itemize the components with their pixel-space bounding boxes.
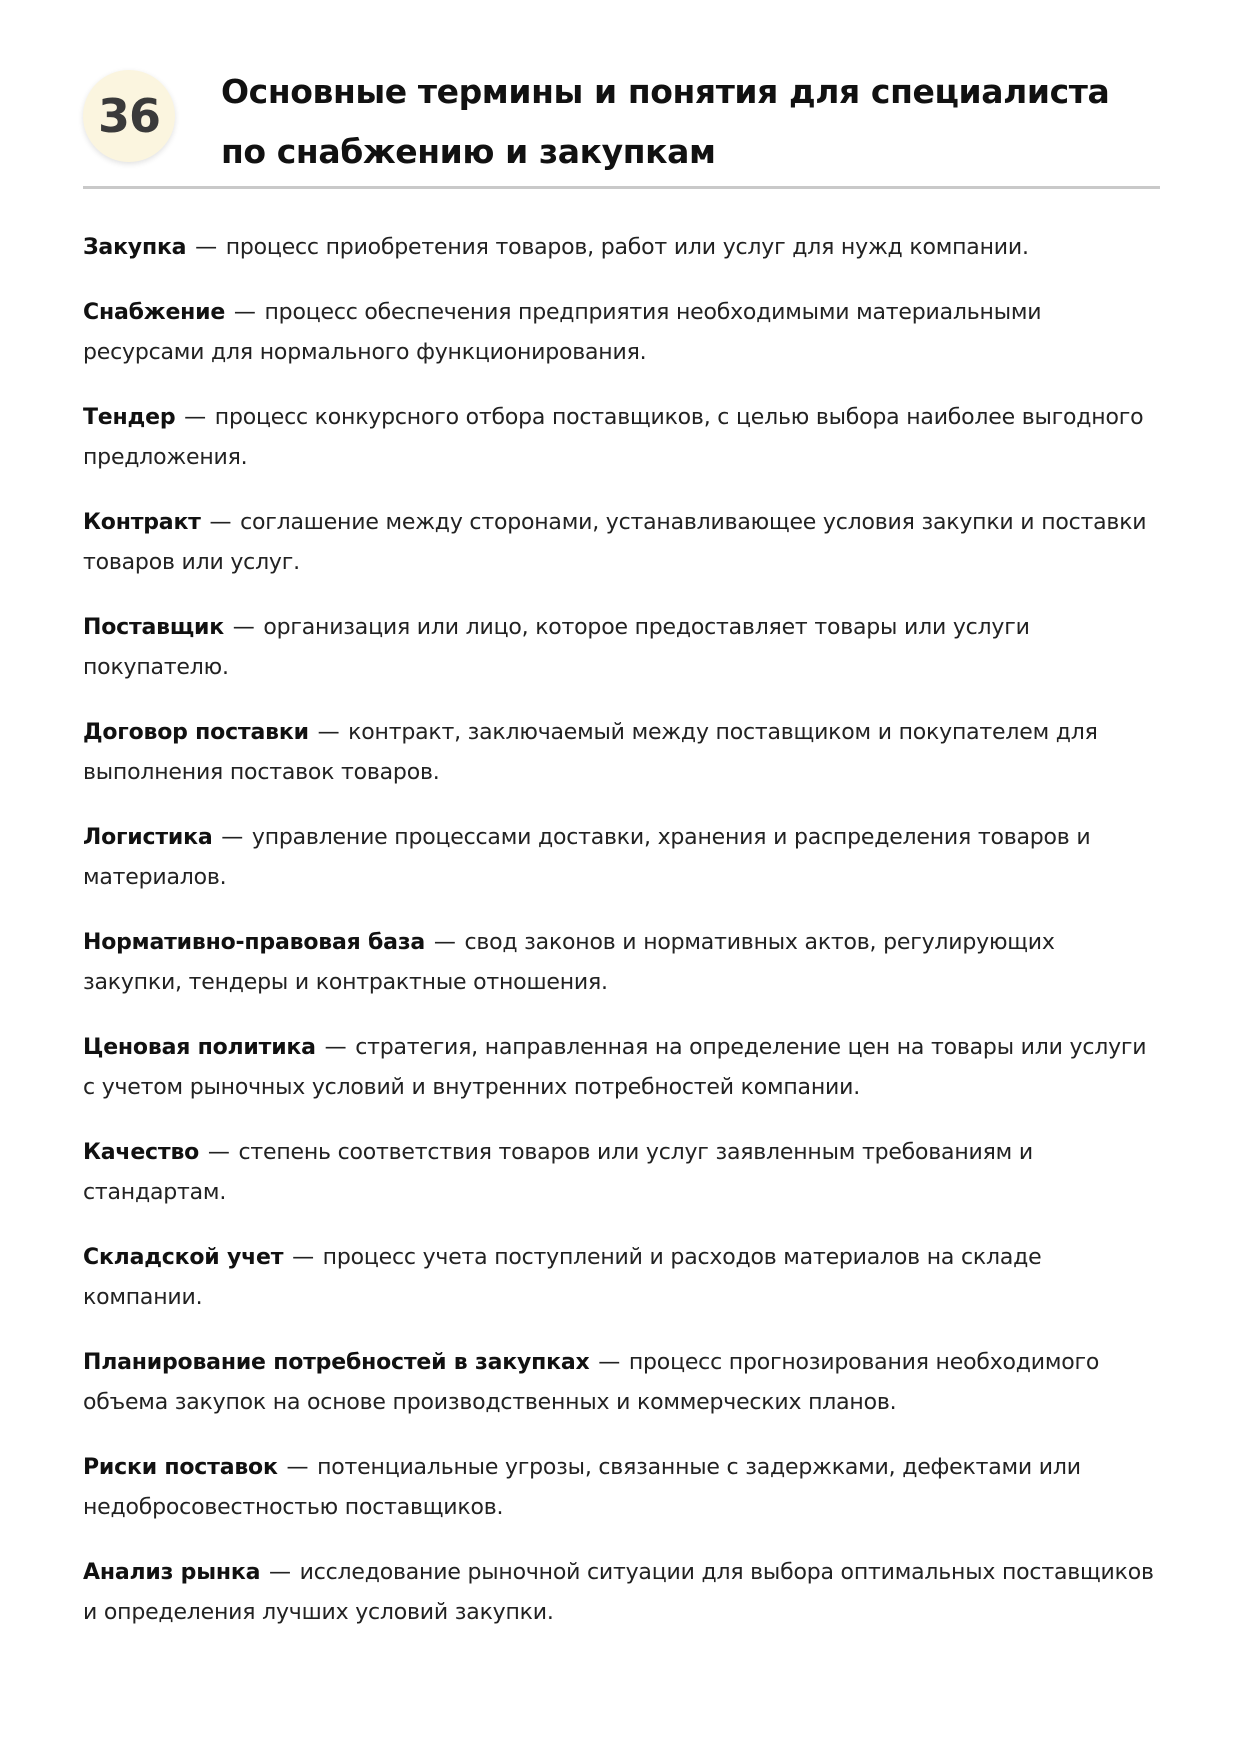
term-item	[83, 1238, 1160, 1318]
term-item	[83, 713, 1160, 793]
term-name: Анализ рынка	[83, 1560, 261, 1585]
term-separator: —	[177, 405, 213, 430]
term-definition: контракт, заключаемый между поставщиком и покупателем для выполнения поставок товаров.	[83, 720, 1098, 785]
term-definition: организация или лицо, которое предоставляет товары или услуги покупателю.	[83, 615, 1030, 680]
term-definition: процесс учета поступлений и расходов материалов на складе компании.	[83, 1245, 1042, 1310]
term-separator: —	[262, 1560, 298, 1585]
term-separator: —	[202, 510, 239, 535]
term-name: Договор поставки	[83, 720, 309, 745]
term-definition: соглашение между сторонами, устанавливающее условия закупки и поставки товаров или услуг.	[83, 510, 1147, 575]
term-definition: степень соответствия товаров или услуг заявленным требованиям и стандартам.	[83, 1140, 1033, 1205]
term-name: Контракт	[83, 510, 201, 535]
term-item	[83, 1133, 1160, 1213]
term-name: Логистика	[83, 825, 213, 850]
page-number: 36	[97, 89, 160, 143]
term-name: Тендер	[83, 405, 176, 430]
term-definition: свод законов и нормативных актов, регулирующих закупки, тендеры и контрактные отношения.	[83, 930, 1055, 995]
term-definition: процесс приобретения товаров, работ или услуг для нужд компании.	[225, 235, 1029, 260]
term-separator: —	[227, 300, 263, 325]
term-name: Риски поставок	[83, 1455, 278, 1480]
term-name: Складской учет	[83, 1245, 284, 1270]
term-separator: —	[310, 720, 347, 745]
term-item	[83, 1028, 1160, 1108]
page-title: Основные термины и понятия для специалиста по снабжению и закупкам	[221, 72, 1110, 171]
term-separator: —	[279, 1455, 316, 1480]
term-name: Поставщик	[83, 615, 224, 640]
term-name: Планирование потребностей в закупках	[83, 1350, 590, 1375]
term-name: Нормативно-правовая база	[83, 930, 426, 955]
term-item	[83, 923, 1160, 1003]
term-separator: —	[188, 235, 224, 260]
term-name: Снабжение	[83, 300, 226, 325]
term-separator: —	[225, 615, 262, 640]
term-item	[83, 293, 1160, 373]
term-definition: потенциальные угрозы, связанные с задержками, дефектами или недобросовестностью поставщиков.	[83, 1455, 1081, 1520]
document-page	[83, 60, 1160, 1658]
term-item	[83, 228, 1160, 268]
term-definition: процесс обеспечения предприятия необходимыми материальными ресурсами для нормального функционирования.	[83, 300, 1042, 365]
term-separator: —	[214, 825, 250, 850]
term-separator: —	[427, 930, 463, 955]
term-definition: управление процессами доставки, хранения и распределения товаров и материалов.	[83, 825, 1091, 890]
term-item	[83, 818, 1160, 898]
term-separator: —	[591, 1350, 627, 1375]
term-name: Закупка	[83, 235, 187, 260]
term-item	[83, 1448, 1160, 1528]
term-definition: стратегия, направленная на определение цен на товары или услуги с учетом рыночных условий и внутренних потребностей компании.	[83, 1035, 1147, 1100]
term-definition: процесс прогнозирования необходимого объема закупок на основе производственных и коммерческих планов.	[83, 1350, 1100, 1415]
page-number-badge	[83, 70, 175, 162]
terms-list	[83, 228, 1160, 1633]
term-definition: исследование рыночной ситуации для выбора оптимальных поставщиков и определения лучших условий закупки.	[83, 1560, 1154, 1625]
term-name: Ценовая политика	[83, 1035, 316, 1060]
term-separator: —	[201, 1140, 237, 1165]
term-item	[83, 398, 1160, 478]
term-item	[83, 608, 1160, 688]
term-item	[83, 1553, 1160, 1633]
page-header	[83, 60, 1160, 189]
term-item	[83, 1343, 1160, 1423]
term-definition: процесс конкурсного отбора поставщиков, с целью выбора наиболее выгодного предложения.	[83, 405, 1144, 470]
term-item	[83, 503, 1160, 583]
term-name: Качество	[83, 1140, 200, 1165]
term-separator: —	[285, 1245, 321, 1270]
term-separator: —	[317, 1035, 354, 1060]
